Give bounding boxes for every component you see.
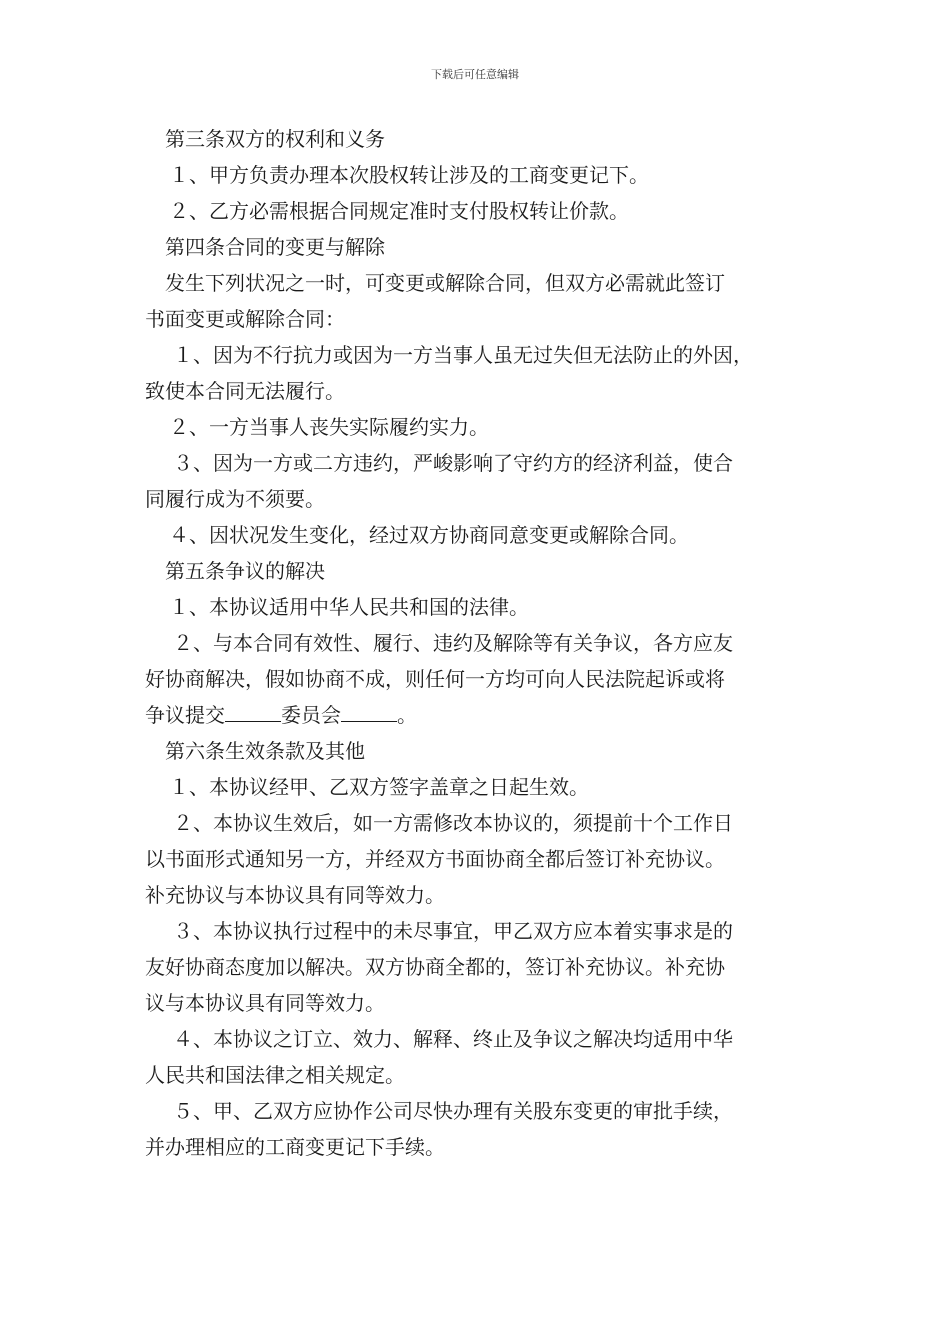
- paragraph-line: ４、本协议之订立、效力、解释、终止及争议之解决均适用中华: [173, 1027, 733, 1051]
- blank-field-2: [341, 701, 397, 722]
- paragraph-line: ２、本协议生效后，如一方需修改本协议的，须提前十个工作日: [173, 811, 733, 835]
- paragraph-line: ２、与本合同有效性、履行、违约及解除等有关争议，各方应友: [173, 631, 733, 655]
- paragraph-line: 书面变更或解除合同：: [145, 307, 345, 331]
- paragraph-line: ５、甲、乙双方应协作公司尽快办理有关股东变更的审批手续，: [173, 1099, 733, 1123]
- paragraph-line: 第四条合同的变更与解除: [165, 235, 385, 259]
- text-after-blank: 。: [397, 703, 417, 727]
- blank-field-1: [225, 701, 281, 722]
- paragraph-line: 好协商解决，假如协商不成，则任何一方均可向人民法院起诉或将: [145, 667, 725, 691]
- paragraph-line: １、因为不行抗力或因为一方当事人虽无过失但无法防止的外因，: [173, 343, 753, 367]
- paragraph-line: 发生下列状况之一时，可变更或解除合同，但双方必需就此签订: [165, 271, 725, 295]
- document-body: [145, 121, 825, 1165]
- document-lines-part2: [145, 733, 825, 1165]
- paragraph-line: 友好协商态度加以解决。双方协商全都的，签订补充协议。补充协: [145, 955, 725, 979]
- paragraph-line: ２、一方当事人丧失实际履约实力。: [169, 415, 489, 439]
- paragraph-line: 致使本合同无法履行。: [145, 379, 345, 403]
- paragraph-line: 议与本协议具有同等效力。: [145, 991, 385, 1015]
- paragraph-line: 人民共和国法律之相关规定。: [145, 1063, 405, 1087]
- text-between-blanks: 委员会: [281, 703, 341, 727]
- paragraph-line: ２、乙方必需根据合同规定准时支付股权转让价款。: [169, 199, 629, 223]
- paragraph-line: 以书面形式通知另一方，并经双方书面协商全都后签订补充协议。: [145, 847, 725, 871]
- dispute-submission-line: [145, 697, 825, 733]
- page-header: 下载后可任意编辑: [431, 68, 519, 81]
- paragraph-line: 补充协议与本协议具有同等效力。: [145, 883, 445, 907]
- paragraph-line: １、甲方负责办理本次股权转让涉及的工商变更记下。: [169, 163, 649, 187]
- paragraph-line: １、本协议适用中华人民共和国的法律。: [169, 595, 529, 619]
- paragraph-line: 第三条双方的权利和义务: [165, 127, 385, 151]
- paragraph-line: ３、本协议执行过程中的未尽事宜，甲乙双方应本着实事求是的: [173, 919, 733, 943]
- paragraph-line: ４、因状况发生变化，经过双方协商同意变更或解除合同。: [169, 523, 689, 547]
- document-lines-part1: [145, 121, 825, 697]
- paragraph-line: 第六条生效条款及其他: [165, 739, 365, 763]
- paragraph-line: ３、因为一方或二方违约，严峻影响了守约方的经济利益，使合: [173, 451, 733, 475]
- paragraph-line: 并办理相应的工商变更记下手续。: [145, 1135, 445, 1159]
- paragraph-line: １、本协议经甲、乙双方签字盖章之日起生效。: [169, 775, 589, 799]
- paragraph-line: 第五条争议的解决: [165, 559, 325, 583]
- text-before-blank: 争议提交: [145, 703, 225, 727]
- paragraph-line: 同履行成为不须要。: [145, 487, 325, 511]
